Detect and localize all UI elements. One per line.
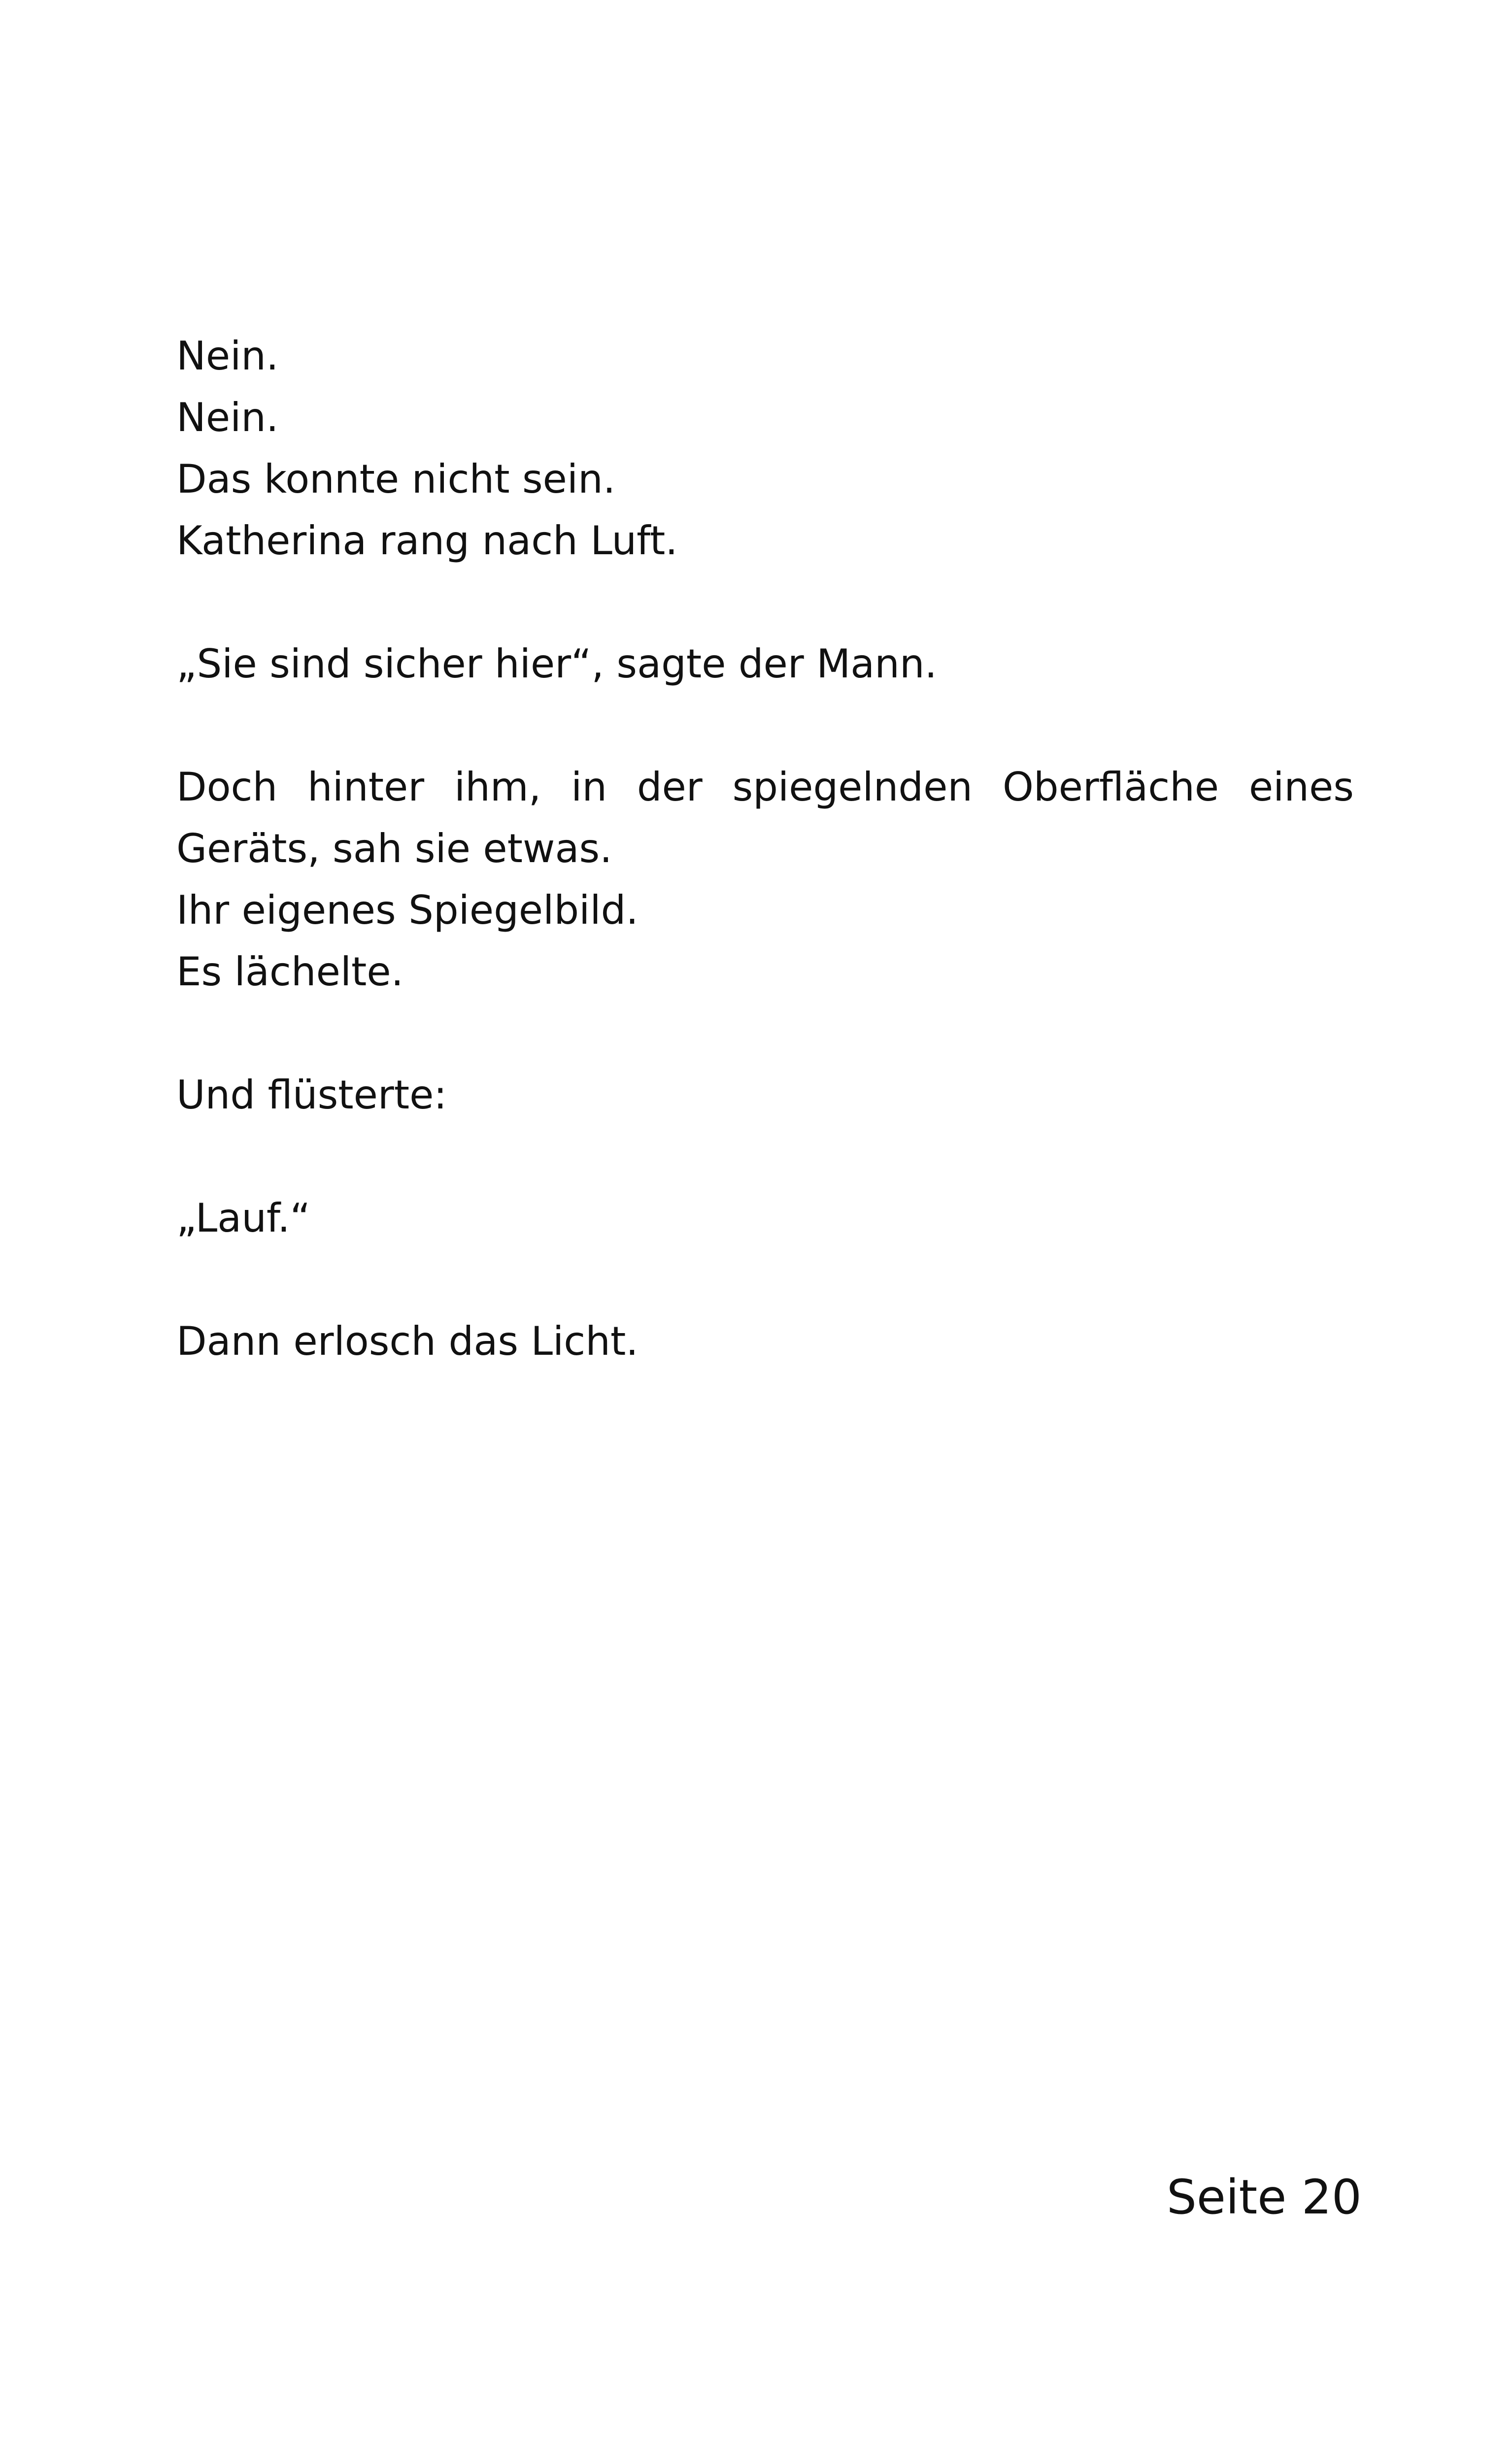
page-number: Seite 20 [1166, 2170, 1362, 2225]
paragraph-gap [176, 571, 1354, 633]
dialogue-line: „Lauf.“ [176, 1195, 311, 1241]
paragraph-line: Es lächelte. [176, 949, 404, 995]
paragraph-line: Katherina rang nach Luft. [176, 518, 678, 564]
paragraph-gap [176, 1126, 1354, 1187]
paragraph-line: Dann erlosch das Licht. [176, 1318, 638, 1364]
paragraph-gap [176, 695, 1354, 756]
paragraph-line: Nein. [176, 395, 279, 440]
paragraph-line: Ihr eigenes Spiegelbild. [176, 887, 638, 933]
paragraph-gap [176, 1003, 1354, 1064]
story-text [176, 325, 1354, 1372]
paragraph-line: Nein. [176, 333, 279, 379]
dialogue-line: „Sie sind sicher hier“, sagte der Mann. [176, 641, 938, 687]
paragraph-line: Und flüsterte: [176, 1072, 447, 1118]
paragraph-line: Doch hinter ihm, in der spiegelnden Oberfläche eines Geräts, sah sie etwas. [176, 764, 1354, 871]
paragraph-line: Das konnte nicht sein. [176, 456, 616, 502]
paragraph-gap [176, 1249, 1354, 1310]
